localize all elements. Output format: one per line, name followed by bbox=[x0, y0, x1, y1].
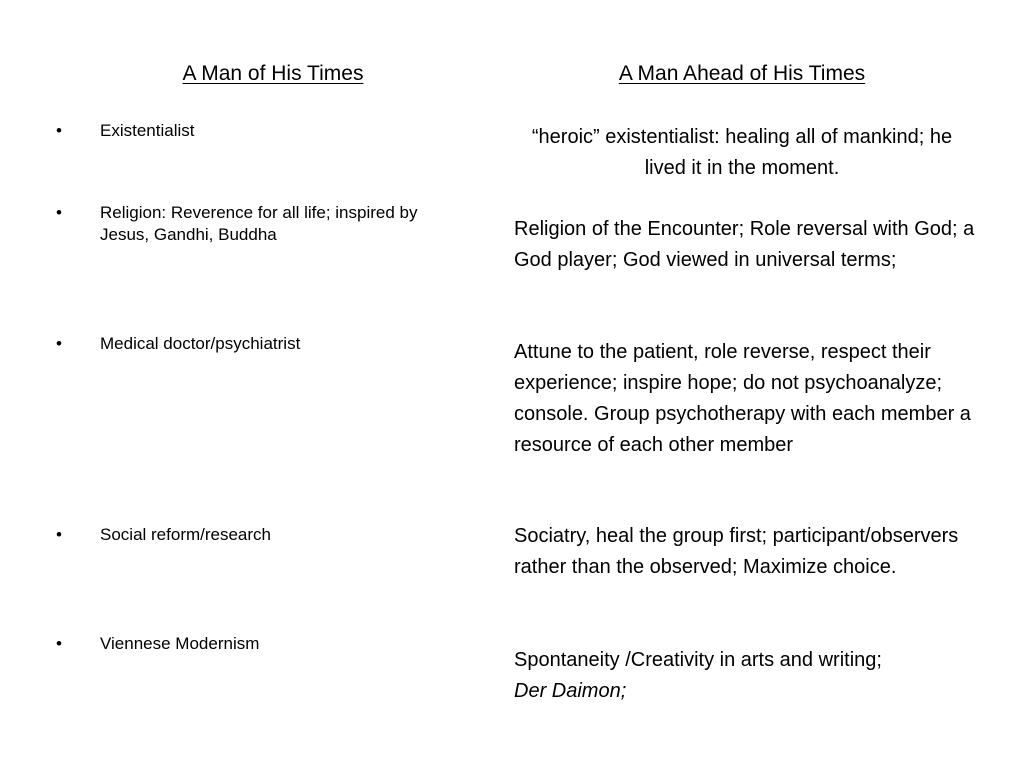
paragraph-spontaneity bbox=[514, 645, 984, 707]
spontaneity-text: Spontaneity /Creativity in arts and writing; bbox=[514, 649, 882, 671]
bullet-icon: • bbox=[56, 525, 62, 544]
list-item bbox=[56, 120, 466, 142]
bullet-icon: • bbox=[56, 121, 62, 140]
paragraph-religion-of-encounter: Religion of the Encounter; Role reversal with God; a God player; God viewed in universal terms; bbox=[514, 218, 975, 271]
paragraph-attune-to-patient: Attune to the patient, role reverse, respect their experience; inspire hope; do not psychoanalyze; console. Group psychotherapy with each member a resource of each other member bbox=[514, 341, 971, 456]
bullet-icon: • bbox=[56, 203, 62, 222]
list-item-text: Religion: Reverence for all life; inspired by Jesus, Gandhi, Buddha bbox=[100, 203, 418, 244]
bullet-icon: • bbox=[56, 634, 62, 653]
bullet-icon: • bbox=[56, 334, 62, 353]
list-item-text: Medical doctor/psychiatrist bbox=[100, 334, 301, 353]
list-item-text: Existentialist bbox=[100, 121, 195, 140]
list-item-text: Social reform/research bbox=[100, 525, 272, 544]
list-item bbox=[56, 633, 466, 655]
paragraph-heroic-existentialist: “heroic” existentialist: healing all of mankind; he lived it in the moment. bbox=[531, 126, 953, 179]
left-column-heading: A Man of His Times bbox=[182, 62, 364, 85]
list-item bbox=[56, 524, 466, 546]
list-item bbox=[56, 333, 466, 355]
list-item-text: Viennese Modernism bbox=[100, 634, 260, 653]
right-column-heading: A Man Ahead of His Times bbox=[618, 62, 866, 85]
list-item bbox=[56, 202, 466, 246]
paragraph-sociatry: Sociatry, heal the group first; participant/observers rather than the observed; Maximize choice. bbox=[514, 525, 959, 578]
der-daimon-text: Der Daimon; bbox=[514, 680, 627, 702]
